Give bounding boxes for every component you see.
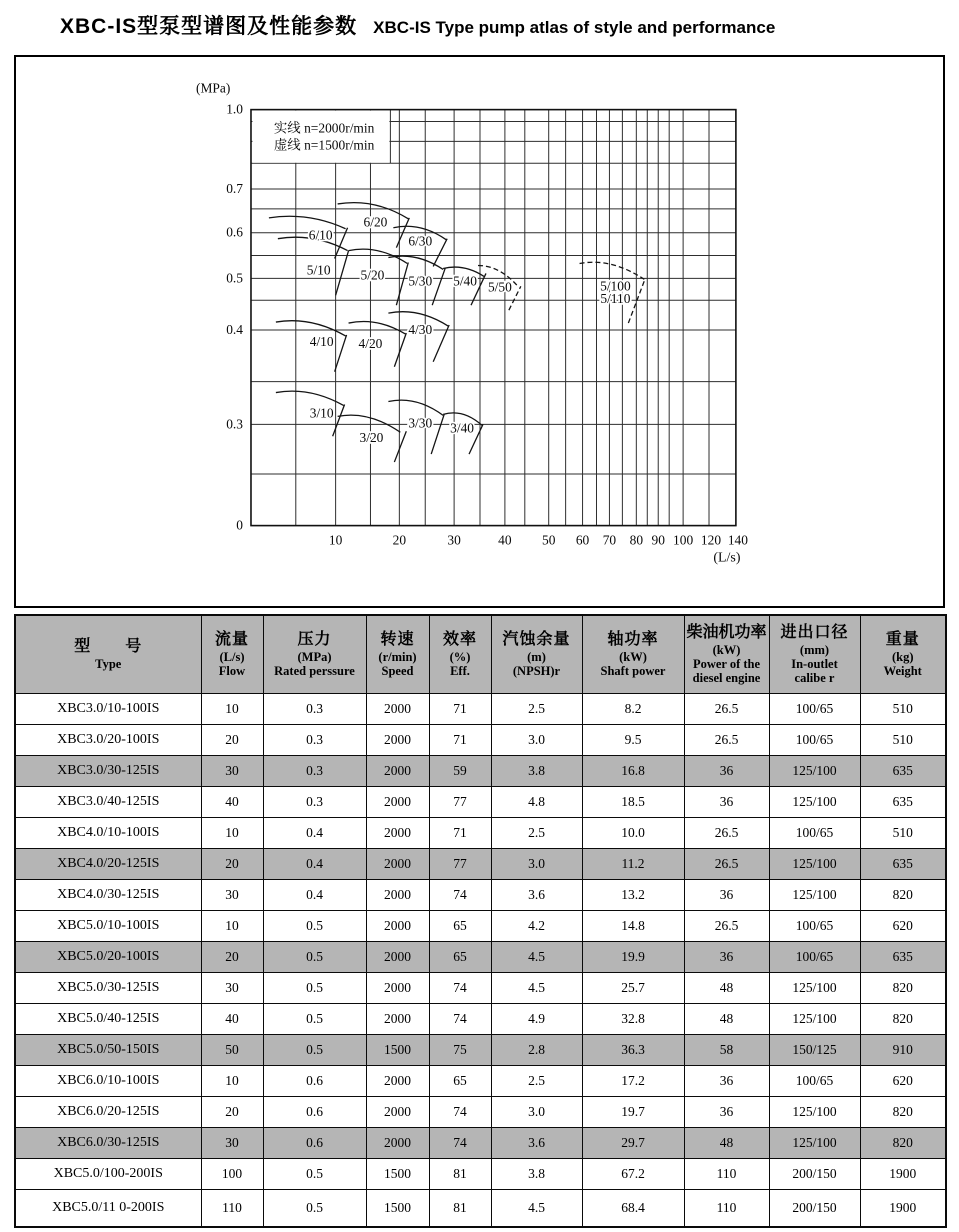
pump-model-cell: XBC5.0/40-125IS bbox=[15, 1003, 201, 1034]
value-cell: 19.7 bbox=[582, 1096, 684, 1127]
value-cell: 4.5 bbox=[491, 941, 582, 972]
curve-arc bbox=[388, 400, 443, 415]
value-cell: 65 bbox=[429, 1065, 491, 1096]
value-cell: 2000 bbox=[366, 972, 429, 1003]
value-cell: 3.0 bbox=[491, 724, 582, 755]
pump-model-cell: XBC3.0/10-100IS bbox=[15, 693, 201, 724]
page-title-en: XBC-IS Type pump atlas of style and performance bbox=[373, 18, 776, 37]
value-cell: 65 bbox=[429, 910, 491, 941]
value-cell: 510 bbox=[860, 693, 946, 724]
value-cell: 1500 bbox=[366, 1189, 429, 1227]
value-cell: 50 bbox=[201, 1034, 263, 1065]
header-label-sub: Speed bbox=[381, 664, 414, 679]
value-cell: 8.2 bbox=[582, 693, 684, 724]
value-cell: 0.4 bbox=[263, 817, 366, 848]
curve-label: 3/10 bbox=[309, 405, 334, 421]
value-cell: 0.5 bbox=[263, 1189, 366, 1227]
value-cell: 110 bbox=[684, 1189, 769, 1227]
pump-model-cell: XBC5.0/11 0-200IS bbox=[15, 1189, 201, 1227]
value-cell: 0.6 bbox=[263, 1096, 366, 1127]
value-cell: 4.8 bbox=[491, 786, 582, 817]
value-cell: 20 bbox=[201, 1096, 263, 1127]
value-cell: 0.5 bbox=[263, 1158, 366, 1189]
header-label-zh: 压力 bbox=[297, 630, 332, 648]
value-cell: 77 bbox=[429, 786, 491, 817]
header-label-sub: (NPSH)r bbox=[512, 664, 561, 679]
value-cell: 36 bbox=[684, 786, 769, 817]
value-cell: 2.5 bbox=[491, 693, 582, 724]
header-label-sub: (mm) bbox=[799, 642, 830, 657]
value-cell: 4.9 bbox=[491, 1003, 582, 1034]
value-cell: 2000 bbox=[366, 786, 429, 817]
header-cell bbox=[769, 615, 860, 693]
value-cell: 125/100 bbox=[769, 848, 860, 879]
header-label-zh: 效率 bbox=[442, 630, 477, 648]
value-cell: 4.5 bbox=[491, 972, 582, 1003]
value-cell: 48 bbox=[684, 1127, 769, 1158]
value-cell: 0.5 bbox=[263, 972, 366, 1003]
header-label-sub: (MPa) bbox=[297, 649, 332, 664]
header-label-sub: calibe r bbox=[794, 671, 835, 686]
value-cell: 620 bbox=[860, 1065, 946, 1096]
value-cell: 1900 bbox=[860, 1189, 946, 1227]
header-label-sub: (kW) bbox=[619, 649, 647, 664]
x-tick-label: 10 bbox=[328, 532, 343, 548]
value-cell: 150/125 bbox=[769, 1034, 860, 1065]
header-label-sub: diesel engine bbox=[692, 671, 761, 686]
table-row bbox=[15, 817, 946, 848]
value-cell: 36 bbox=[684, 879, 769, 910]
header-cell bbox=[15, 615, 201, 693]
legend-entry: 虚线 n=1500r/min bbox=[273, 137, 375, 153]
value-cell: 11.2 bbox=[582, 848, 684, 879]
x-tick-label: 70 bbox=[602, 532, 617, 548]
y-axis-unit: (MPa) bbox=[195, 80, 231, 96]
curve-label: 5/20 bbox=[360, 267, 385, 283]
value-cell: 20 bbox=[201, 848, 263, 879]
curve-trim-line bbox=[432, 268, 445, 305]
x-tick-label: 80 bbox=[629, 532, 644, 548]
value-cell: 2000 bbox=[366, 724, 429, 755]
header-label-zh: 汽蚀余量 bbox=[502, 630, 571, 648]
curve-label: 5/10 bbox=[306, 262, 331, 278]
value-cell: 3.6 bbox=[491, 879, 582, 910]
pump-model-cell: XBC5.0/50-150IS bbox=[15, 1034, 201, 1065]
value-cell: 820 bbox=[860, 1127, 946, 1158]
value-cell: 125/100 bbox=[769, 786, 860, 817]
table-row bbox=[15, 972, 946, 1003]
header-label-zh: 轴功率 bbox=[607, 630, 659, 648]
header-label-zh: 柴油机功率 bbox=[686, 623, 767, 641]
value-cell: 25.7 bbox=[582, 972, 684, 1003]
curve-trim-line bbox=[396, 263, 408, 306]
pump-model-cell: XBC6.0/10-100IS bbox=[15, 1065, 201, 1096]
header-label-sub: (m) bbox=[527, 649, 546, 664]
value-cell: 26.5 bbox=[684, 817, 769, 848]
header-cell bbox=[491, 615, 582, 693]
table-row bbox=[15, 1158, 946, 1189]
curve-label: 5/40 bbox=[453, 273, 478, 289]
table-row bbox=[15, 879, 946, 910]
value-cell: 200/150 bbox=[769, 1189, 860, 1227]
y-tick-label: 1.0 bbox=[226, 101, 244, 117]
header-label-zh: 进出口径 bbox=[780, 623, 849, 641]
value-cell: 2.5 bbox=[491, 817, 582, 848]
x-tick-label: 90 bbox=[651, 532, 665, 548]
curve-arc bbox=[580, 262, 645, 279]
value-cell: 77 bbox=[429, 848, 491, 879]
header-cell bbox=[263, 615, 366, 693]
header-label-sub: Weight bbox=[883, 664, 922, 679]
value-cell: 71 bbox=[429, 817, 491, 848]
value-cell: 0.4 bbox=[263, 879, 366, 910]
value-cell: 620 bbox=[860, 910, 946, 941]
value-cell: 820 bbox=[860, 879, 946, 910]
header-label-zh: 型 号 bbox=[74, 638, 143, 656]
curve-label: 6/20 bbox=[363, 214, 388, 230]
value-cell: 0.6 bbox=[263, 1127, 366, 1158]
page-title bbox=[60, 10, 775, 40]
x-tick-label: 30 bbox=[447, 532, 461, 548]
value-cell: 10.0 bbox=[582, 817, 684, 848]
pump-model-cell: XBC5.0/100-200IS bbox=[15, 1158, 201, 1189]
curve-label: 3/30 bbox=[408, 415, 433, 431]
value-cell: 820 bbox=[860, 972, 946, 1003]
header-label-zh: 流量 bbox=[214, 630, 249, 648]
header-label-zh: 转速 bbox=[380, 630, 415, 648]
header-label-sub: (L/s) bbox=[219, 649, 245, 664]
value-cell: 0.3 bbox=[263, 724, 366, 755]
table-row bbox=[15, 1127, 946, 1158]
header-cell bbox=[201, 615, 263, 693]
value-cell: 71 bbox=[429, 693, 491, 724]
value-cell: 2000 bbox=[366, 1127, 429, 1158]
x-tick-label: 100 bbox=[673, 532, 694, 548]
value-cell: 32.8 bbox=[582, 1003, 684, 1034]
table-row bbox=[15, 724, 946, 755]
grid bbox=[251, 110, 736, 526]
value-cell: 71 bbox=[429, 724, 491, 755]
value-cell: 20 bbox=[201, 941, 263, 972]
curve-trim-line bbox=[335, 335, 347, 372]
curve-label: 5/110 bbox=[600, 291, 631, 307]
value-cell: 59 bbox=[429, 755, 491, 786]
value-cell: 74 bbox=[429, 1096, 491, 1127]
value-cell: 14.8 bbox=[582, 910, 684, 941]
pump-model-cell: XBC3.0/40-125IS bbox=[15, 786, 201, 817]
value-cell: 2000 bbox=[366, 693, 429, 724]
curve-label: 4/30 bbox=[408, 321, 433, 337]
value-cell: 9.5 bbox=[582, 724, 684, 755]
header-label-sub: (%) bbox=[449, 649, 471, 664]
curve-label: 3/20 bbox=[359, 430, 384, 446]
curve-arc bbox=[269, 216, 346, 228]
value-cell: 16.8 bbox=[582, 755, 684, 786]
x-tick-label: 40 bbox=[498, 532, 512, 548]
performance-table bbox=[14, 614, 947, 1228]
table-row bbox=[15, 1065, 946, 1096]
value-cell: 3.6 bbox=[491, 1127, 582, 1158]
value-cell: 820 bbox=[860, 1096, 946, 1127]
value-cell: 100/65 bbox=[769, 724, 860, 755]
value-cell: 110 bbox=[201, 1189, 263, 1227]
value-cell: 10 bbox=[201, 693, 263, 724]
table-row bbox=[15, 848, 946, 879]
value-cell: 2000 bbox=[366, 817, 429, 848]
curve-arc bbox=[349, 322, 406, 334]
x-tick-label: 140 bbox=[727, 532, 748, 548]
table-row bbox=[15, 1189, 946, 1227]
value-cell: 10 bbox=[201, 817, 263, 848]
value-cell: 2000 bbox=[366, 879, 429, 910]
curve-trim-line bbox=[333, 404, 345, 436]
pump-model-cell: XBC3.0/30-125IS bbox=[15, 755, 201, 786]
value-cell: 2000 bbox=[366, 1096, 429, 1127]
value-cell: 100/65 bbox=[769, 941, 860, 972]
value-cell: 40 bbox=[201, 786, 263, 817]
value-cell: 48 bbox=[684, 972, 769, 1003]
value-cell: 75 bbox=[429, 1034, 491, 1065]
value-cell: 17.2 bbox=[582, 1065, 684, 1096]
table-row bbox=[15, 1003, 946, 1034]
y-tick-label: 0.7 bbox=[226, 181, 244, 197]
pump-model-cell: XBC4.0/20-125IS bbox=[15, 848, 201, 879]
curve-label: 6/30 bbox=[408, 233, 433, 249]
y-tick-label: 0.6 bbox=[226, 224, 244, 240]
curve-label: 3/40 bbox=[450, 420, 475, 436]
value-cell: 10 bbox=[201, 1065, 263, 1096]
header-label-sub: Power of the bbox=[692, 657, 761, 672]
header-cell bbox=[366, 615, 429, 693]
header-cell bbox=[684, 615, 769, 693]
table-body bbox=[15, 693, 946, 1227]
value-cell: 510 bbox=[860, 724, 946, 755]
legend-entry: 实线 n=2000r/min bbox=[273, 120, 375, 136]
table-row bbox=[15, 755, 946, 786]
value-cell: 74 bbox=[429, 1003, 491, 1034]
value-cell: 635 bbox=[860, 848, 946, 879]
value-cell: 2000 bbox=[366, 910, 429, 941]
header-label-zh: 重量 bbox=[885, 630, 920, 648]
value-cell: 81 bbox=[429, 1158, 491, 1189]
value-cell: 0.4 bbox=[263, 848, 366, 879]
table-row bbox=[15, 1034, 946, 1065]
value-cell: 4.5 bbox=[491, 1189, 582, 1227]
value-cell: 1500 bbox=[366, 1158, 429, 1189]
value-cell: 125/100 bbox=[769, 1003, 860, 1034]
value-cell: 30 bbox=[201, 972, 263, 1003]
value-cell: 635 bbox=[860, 786, 946, 817]
value-cell: 125/100 bbox=[769, 879, 860, 910]
value-cell: 2.5 bbox=[491, 1065, 582, 1096]
x-axis-unit: (L/s) bbox=[713, 550, 741, 566]
pump-model-cell: XBC3.0/20-100IS bbox=[15, 724, 201, 755]
value-cell: 0.5 bbox=[263, 941, 366, 972]
value-cell: 125/100 bbox=[769, 972, 860, 1003]
curve-trim-line bbox=[431, 414, 444, 454]
pump-model-cell: XBC5.0/20-100IS bbox=[15, 941, 201, 972]
value-cell: 510 bbox=[860, 817, 946, 848]
value-cell: 29.7 bbox=[582, 1127, 684, 1158]
pump-atlas-chart bbox=[14, 55, 945, 608]
value-cell: 4.2 bbox=[491, 910, 582, 941]
header-label-sub: Shaft power bbox=[600, 664, 666, 679]
value-cell: 74 bbox=[429, 1127, 491, 1158]
curve-trim-line bbox=[394, 333, 406, 367]
value-cell: 100/65 bbox=[769, 1065, 860, 1096]
value-cell: 65 bbox=[429, 941, 491, 972]
pump-model-cell: XBC4.0/10-100IS bbox=[15, 817, 201, 848]
value-cell: 74 bbox=[429, 972, 491, 1003]
x-tick-label: 60 bbox=[575, 532, 590, 548]
value-cell: 26.5 bbox=[684, 693, 769, 724]
value-cell: 26.5 bbox=[684, 724, 769, 755]
value-cell: 635 bbox=[860, 755, 946, 786]
value-cell: 0.5 bbox=[263, 1034, 366, 1065]
table-row bbox=[15, 910, 946, 941]
curve-label: 5/100 bbox=[600, 278, 631, 294]
header-label-sub: In-outlet bbox=[791, 657, 838, 672]
value-cell: 3.0 bbox=[491, 848, 582, 879]
curve-arc bbox=[276, 391, 344, 405]
value-cell: 26.5 bbox=[684, 848, 769, 879]
value-cell: 68.4 bbox=[582, 1189, 684, 1227]
y-tick-label: 0.5 bbox=[226, 270, 244, 286]
value-cell: 26.5 bbox=[684, 910, 769, 941]
curve-label: 5/50 bbox=[487, 279, 512, 295]
curve-label: 4/10 bbox=[309, 333, 334, 349]
curve-trim-line bbox=[433, 325, 449, 362]
value-cell: 3.0 bbox=[491, 1096, 582, 1127]
value-cell: 0.5 bbox=[263, 910, 366, 941]
pump-model-cell: XBC6.0/30-125IS bbox=[15, 1127, 201, 1158]
header-label-sub: (r/min) bbox=[378, 649, 417, 664]
value-cell: 1900 bbox=[860, 1158, 946, 1189]
table-row bbox=[15, 1096, 946, 1127]
curve-trim-line bbox=[433, 239, 447, 267]
value-cell: 125/100 bbox=[769, 1096, 860, 1127]
value-cell: 2.8 bbox=[491, 1034, 582, 1065]
header-cell bbox=[429, 615, 491, 693]
header-cell bbox=[582, 615, 684, 693]
curve-label: 5/30 bbox=[408, 273, 433, 289]
value-cell: 20 bbox=[201, 724, 263, 755]
value-cell: 100/65 bbox=[769, 910, 860, 941]
value-cell: 0.3 bbox=[263, 755, 366, 786]
pump-model-cell: XBC6.0/20-125IS bbox=[15, 1096, 201, 1127]
value-cell: 36 bbox=[684, 941, 769, 972]
value-cell: 820 bbox=[860, 1003, 946, 1034]
header-label-sub: Rated perssure bbox=[274, 664, 355, 679]
pump-model-cell: XBC4.0/30-125IS bbox=[15, 879, 201, 910]
page-title-zh: XBC-IS型泵型谱图及性能参数 bbox=[60, 15, 358, 38]
header-label-sub: (kg) bbox=[891, 649, 914, 664]
value-cell: 40 bbox=[201, 1003, 263, 1034]
chart-canvas bbox=[16, 57, 943, 606]
value-cell: 0.3 bbox=[263, 786, 366, 817]
header-label-sub: Type bbox=[95, 657, 122, 672]
x-tick-label: 120 bbox=[700, 532, 722, 548]
value-cell: 0.5 bbox=[263, 1003, 366, 1034]
value-cell: 67.2 bbox=[582, 1158, 684, 1189]
value-cell: 2000 bbox=[366, 1003, 429, 1034]
value-cell: 81 bbox=[429, 1189, 491, 1227]
value-cell: 0.3 bbox=[263, 693, 366, 724]
value-cell: 2000 bbox=[366, 1065, 429, 1096]
value-cell: 100/65 bbox=[769, 693, 860, 724]
value-cell: 30 bbox=[201, 1127, 263, 1158]
pump-model-cell: XBC5.0/30-125IS bbox=[15, 972, 201, 1003]
value-cell: 19.9 bbox=[582, 941, 684, 972]
x-tick-label: 50 bbox=[541, 532, 556, 548]
value-cell: 2000 bbox=[366, 941, 429, 972]
curve-label: 4/20 bbox=[358, 335, 383, 351]
curve-trim-line bbox=[394, 431, 406, 462]
value-cell: 125/100 bbox=[769, 755, 860, 786]
value-cell: 3.8 bbox=[491, 755, 582, 786]
y-tick-label: 0.3 bbox=[226, 416, 244, 432]
value-cell: 36 bbox=[684, 755, 769, 786]
value-cell: 2000 bbox=[366, 755, 429, 786]
header-label-sub: Eff. bbox=[450, 664, 470, 679]
curve-label: 6/10 bbox=[308, 227, 333, 243]
table-row bbox=[15, 941, 946, 972]
value-cell: 36.3 bbox=[582, 1034, 684, 1065]
value-cell: 1500 bbox=[366, 1034, 429, 1065]
value-cell: 100 bbox=[201, 1158, 263, 1189]
value-cell: 0.6 bbox=[263, 1065, 366, 1096]
header-label-sub: (kW) bbox=[712, 642, 741, 657]
value-cell: 48 bbox=[684, 1003, 769, 1034]
table-header bbox=[15, 615, 946, 693]
value-cell: 74 bbox=[429, 879, 491, 910]
value-cell: 58 bbox=[684, 1034, 769, 1065]
value-cell: 100/65 bbox=[769, 817, 860, 848]
value-cell: 200/150 bbox=[769, 1158, 860, 1189]
value-cell: 18.5 bbox=[582, 786, 684, 817]
value-cell: 910 bbox=[860, 1034, 946, 1065]
table-row bbox=[15, 786, 946, 817]
value-cell: 125/100 bbox=[769, 1127, 860, 1158]
header-cell bbox=[860, 615, 946, 693]
value-cell: 635 bbox=[860, 941, 946, 972]
value-cell: 10 bbox=[201, 910, 263, 941]
value-cell: 2000 bbox=[366, 848, 429, 879]
value-cell: 36 bbox=[684, 1065, 769, 1096]
curve-trim-line bbox=[336, 251, 349, 296]
table-row bbox=[15, 693, 946, 724]
value-cell: 3.8 bbox=[491, 1158, 582, 1189]
value-cell: 30 bbox=[201, 879, 263, 910]
x-tick-label: 20 bbox=[392, 532, 407, 548]
header-label-sub: Flow bbox=[218, 664, 246, 679]
plot-frame bbox=[251, 110, 736, 526]
value-cell: 36 bbox=[684, 1096, 769, 1127]
value-cell: 110 bbox=[684, 1158, 769, 1189]
header-row bbox=[15, 615, 946, 693]
value-cell: 13.2 bbox=[582, 879, 684, 910]
value-cell: 30 bbox=[201, 755, 263, 786]
y-tick-label: 0.4 bbox=[226, 321, 244, 337]
y-tick-label: 0 bbox=[236, 517, 244, 533]
pump-model-cell: XBC5.0/10-100IS bbox=[15, 910, 201, 941]
